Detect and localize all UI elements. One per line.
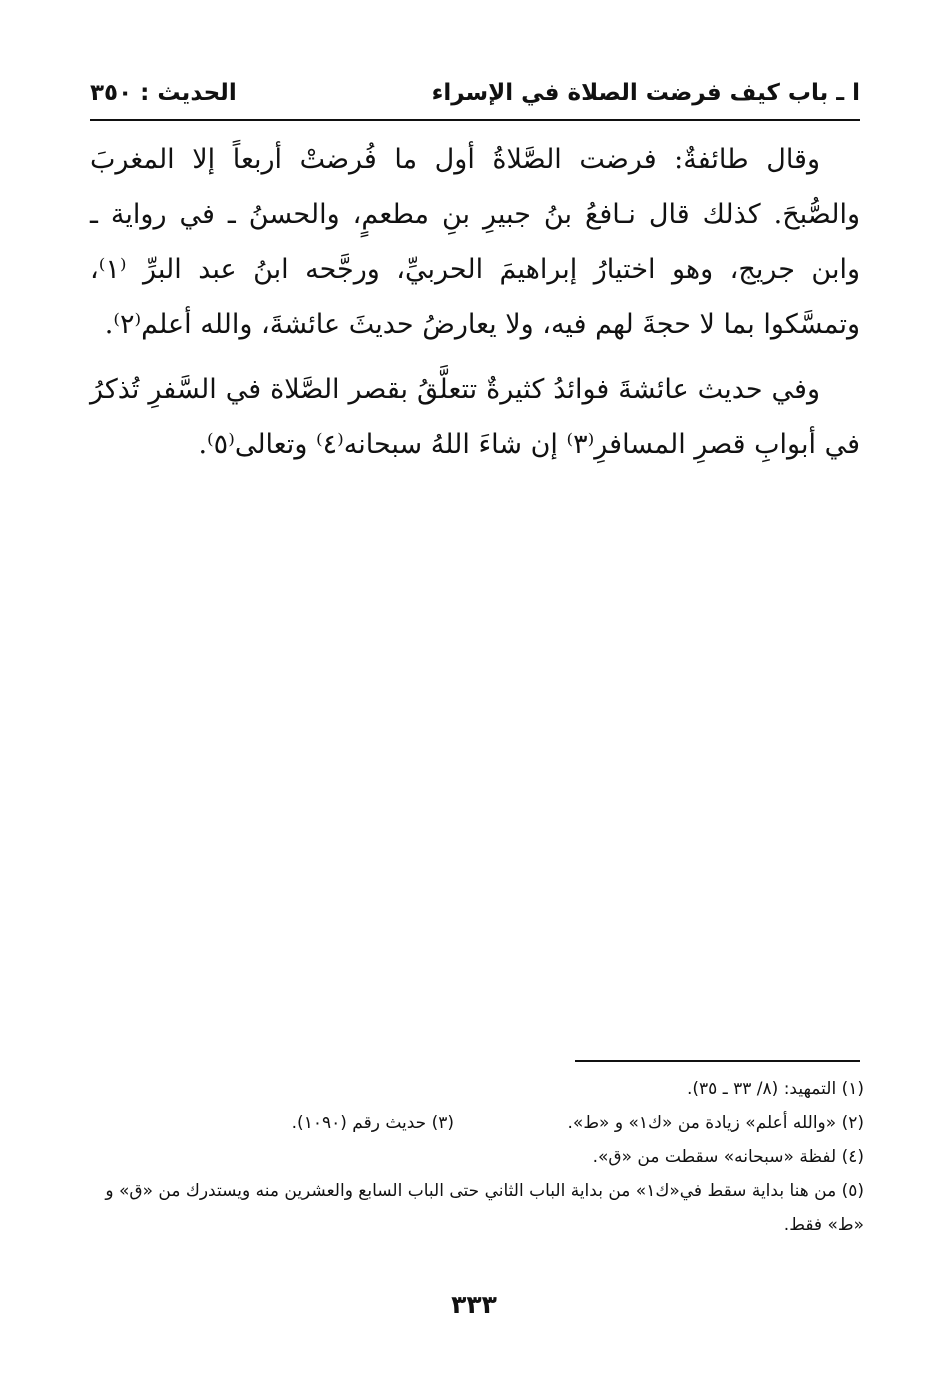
footnote-3: (٣) حديث رقم (١٠٩٠).	[291, 1113, 454, 1133]
hadith-reference: الحديث : ٣٥٠	[90, 80, 237, 106]
running-header	[90, 70, 860, 116]
footnote-5: (٥) من هنا بداية سقط في«ك١» من بداية الباب الثاني حتى الباب السابع والعشرين منه ويستدرك من «ق» و «ط» فقط.	[105, 1181, 864, 1235]
paragraph: وقال طائفةٌ: فرضت الصَّلاةُ أول ما فُرضتْ أربعاً إلا المغربَ والصُّبحَ. كذلك قال نـافعُ بنُ جبيرِ بنِ مطعمٍ، والحسنُ ـ في رواية ـ وابن جريج، وهو اختيارُ إبراهيمَ الحربيِّ، ورجَّحه ابنُ عبد البرِّ ⁽١⁾، وتمسَّكوا بما لا حجةَ لهم فيه، ولا يعارضُ حديثَ عائشةَ، والله أعلم⁽٢⁾.	[90, 144, 860, 340]
paragraph: وفي حديث عائشةَ فوائدُ كثيرةٌ تتعلَّقُ بقصر الصَّلاة في السَّفرِ تُذكرُ في أبوابِ قصرِ المسافرِ⁽٣⁾ إن شاءَ اللهُ سبحانه⁽٤⁾ وتعالى⁽٥⁾.	[90, 374, 860, 460]
chapter-title: ا ـ باب كيف فرضت الصلاة في الإسراء	[431, 80, 860, 106]
footnote-row	[90, 1106, 864, 1140]
main-text	[90, 132, 860, 482]
page-number: ٣٣٣	[451, 1290, 497, 1319]
header-divider	[90, 119, 860, 121]
footnote-1: (١) التمهيد: (٨/ ٣٣ ـ ٣٥).	[687, 1079, 864, 1099]
footnote-divider	[575, 1060, 860, 1062]
footnotes	[90, 1072, 864, 1242]
footnote-2: (٢) «والله أعلم» زيادة من «ك١» و «ط».	[567, 1113, 864, 1133]
footnote-4: (٤) لفظة «سبحانه» سقطت من «ق».	[592, 1147, 864, 1167]
